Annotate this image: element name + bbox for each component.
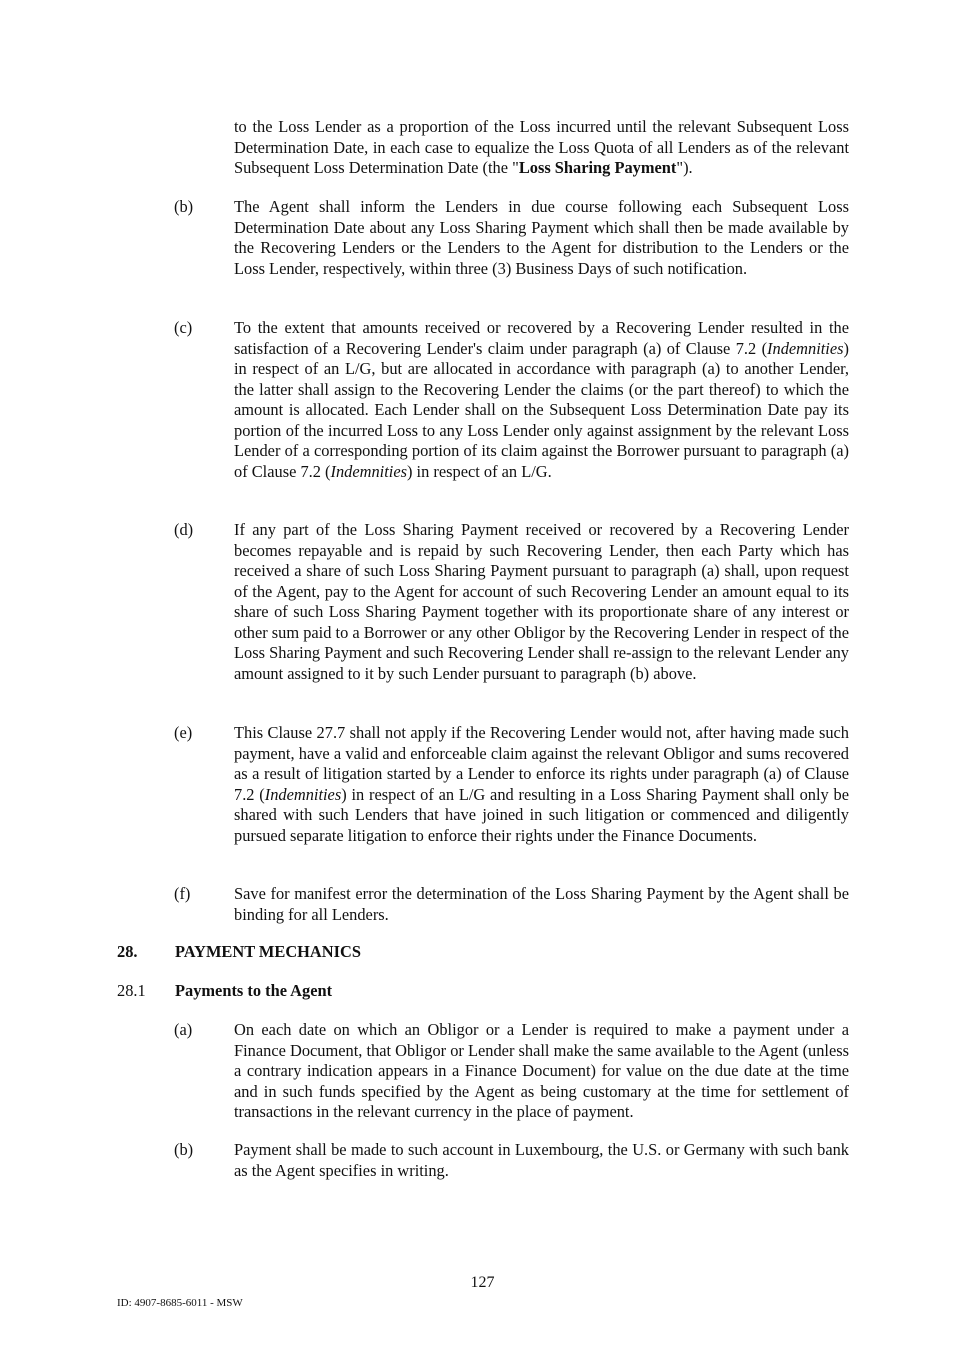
subsection-paragraph-b: Payment shall be made to such account in Luxembourg, the U.S. or Germany with such bank as the Agent specifies in writing. xyxy=(234,1140,849,1180)
subsection-paragraph-a: On each date on which an Obligor or a Lender is required to make a payment under a Finance Document, that Obligor or Lender shall make the same available to the Agent (unless a contrary indication appears in a Finance Document) for value on the due date at the time and in such funds specified by the Agent as being customary at the time for settlement of transactions in the relevant currency in the place of payment. xyxy=(234,1020,849,1121)
paragraph-c xyxy=(234,318,849,482)
italic-reference: Indemnities xyxy=(767,338,844,358)
paragraph-b: The Agent shall inform the Lenders in due course following each Subsequent Loss Determination Date about any Loss Sharing Payment which shall then be made available by the Recovering Lenders or the Lenders to the Agent for distribution to the Lenders or the Loss Lender, respectively, within three (3) Business Days of such notification. xyxy=(234,197,849,278)
paragraph-text: to the Loss Lender as a proportion of the Loss incurred until the relevant Subsequent Loss Determination Date, in each case to equalize the Loss Quota of all Lenders as of the relevant Subsequent Loss Determination Date (the " xyxy=(234,117,849,177)
paragraph-f: Save for manifest error the determination of the Loss Sharing Payment by the Agent shall be binding for all Lenders. xyxy=(234,884,849,924)
italic-reference: Indemnities xyxy=(264,784,342,804)
section-number: 28. xyxy=(117,942,138,961)
paragraph-text: This Clause 27.7 shall not apply if the Recovering Lender would not, after having made such payment, have a valid and enforceable claim against the relevant Obligor and sums recovered as a result of litigation started by a Lender to enforce its rights under paragraph (a) of Clause 7.2 ( xyxy=(234,723,849,804)
subsection-number: 28.1 xyxy=(117,981,146,1000)
paragraph-text: To the extent that amounts received or recovered by a Recovering Lender resulted in the satisfaction of a Recovering Lender's claim under paragraph (a) of Clause 7.2 ( xyxy=(234,318,849,358)
paragraph-label-f: (f) xyxy=(174,884,191,903)
defined-term-loss-sharing-payment: Loss Sharing Payment xyxy=(518,158,677,177)
section-title: PAYMENT MECHANICS xyxy=(175,942,361,961)
page-number: 127 xyxy=(470,1274,495,1291)
paragraph-e xyxy=(234,723,849,846)
paragraph-text: ) in respect of an L/G. xyxy=(407,461,552,481)
paragraph-continuation xyxy=(234,117,849,179)
italic-reference: Indemnities xyxy=(330,461,407,481)
paragraph-label-c: (c) xyxy=(174,318,193,337)
paragraph-text: "). xyxy=(676,158,693,177)
paragraph-text: ) in respect of an L/G and resulting in a Loss Sharing Payment shall only be shared with such Lenders that have joined in such litigation or commenced and diligently pursued separate litigation to enforce their rights under the Finance Documents. xyxy=(234,784,849,845)
document-id: ID: 4907-8685-6011 - MSW xyxy=(117,1297,243,1309)
paragraph-label-e: (e) xyxy=(174,723,193,742)
paragraph-label-d: (d) xyxy=(174,520,194,539)
paragraph-label-b: (b) xyxy=(174,197,194,216)
paragraph-text: ) in respect of an L/G, but are allocated in accordance with paragraph (a) to another Lender, the latter shall assign to the Recovering Lender the claims (or the part thereof) to which the amount is allocated. Each Lender shall on the Subsequent Loss Determination Date pay its portion of the incurred Loss to any Loss Lender only against assignment by the relevant Loss Lender of a corresponding portion of its claim against the Borrower pursuant to paragraph (a) of Clause 7.2 ( xyxy=(234,338,849,481)
subsection-paragraph-label-b: (b) xyxy=(174,1140,194,1159)
subsection-paragraph-label-a: (a) xyxy=(174,1020,193,1039)
paragraph-d: If any part of the Loss Sharing Payment received or recovered by a Recovering Lender becomes repayable and is repaid by such Recovering Lender, then each Party which has received a share of such Loss Sharing Payment pursuant to paragraph (a) shall, upon request of the Agent, pay to the Agent for account of such Recovering Lender an amount equal to its share of such Loss Sharing Payment together with its proportionate share of any interest or other sum paid to a Borrower or any other Obligor by the Recovering Lender in respect of the Loss Sharing Payment and such Recovering Lender shall re-assign to the relevant Lender any amount assigned to it by such Lender pursuant to paragraph (b) above. xyxy=(234,520,849,683)
subsection-title: Payments to the Agent xyxy=(175,981,333,1000)
